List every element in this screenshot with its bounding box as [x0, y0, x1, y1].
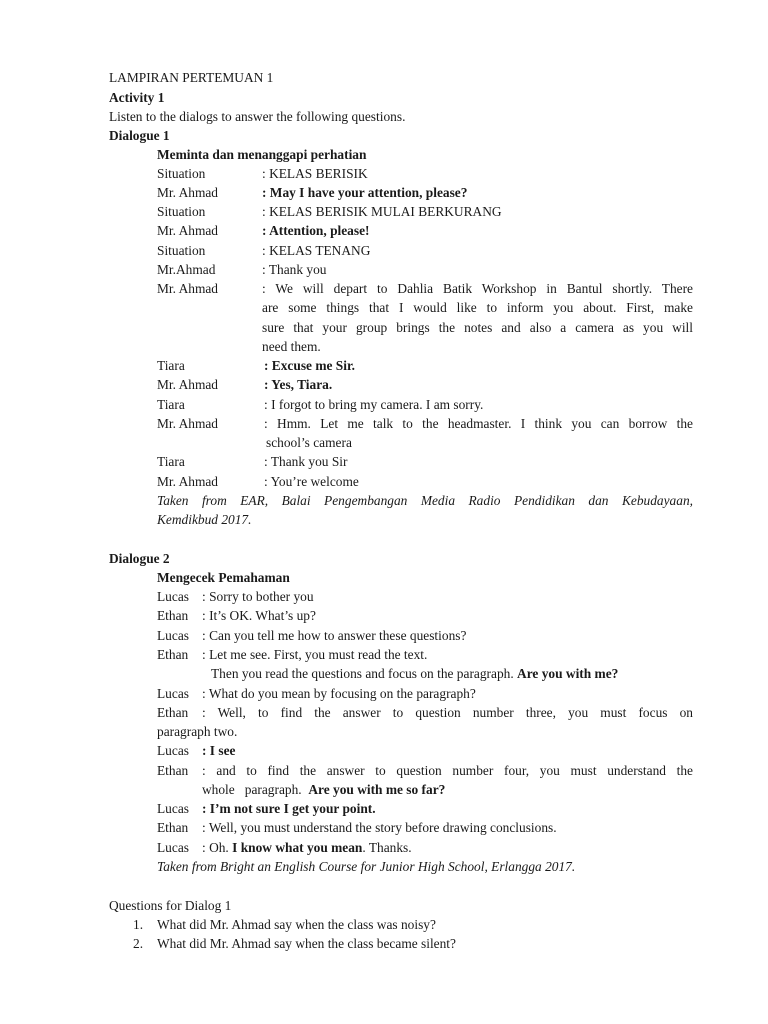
line-text: : I see	[202, 743, 236, 758]
speaker: Lucas	[157, 743, 189, 758]
line-text: : Excuse me Sir.	[264, 358, 356, 373]
speaker: Mr. Ahmad	[157, 281, 219, 296]
line-text-tail: . Thanks.	[362, 840, 412, 855]
speaker: Mr. Ahmad	[157, 185, 219, 200]
line-text: : You’re welcome	[264, 474, 359, 489]
line-text-bold: Are you with me so far?	[308, 782, 446, 797]
line-text-continued	[211, 664, 618, 683]
speaker: Situation	[157, 166, 206, 181]
line-text: : KELAS BERISIK MULAI BERKURANG	[262, 204, 502, 219]
speaker: Mr. Ahmad	[157, 474, 219, 489]
line-text-bold: I know what you mean	[232, 840, 363, 855]
speaker: Ethan	[157, 820, 189, 835]
line-text: : KELAS BERISIK	[262, 166, 368, 181]
line-text: : Yes, Tiara.	[264, 377, 333, 392]
line-text-continued: sure that your group brings the notes and also a camera as you will	[262, 320, 693, 335]
line-text-plain: : Oh.	[202, 840, 229, 855]
speaker: Ethan	[157, 647, 189, 662]
speaker: Lucas	[157, 686, 189, 701]
line-text: : Well, to find the answer to question number three, you must focus on	[202, 705, 693, 720]
line-text: : I’m not sure I get your point.	[202, 801, 376, 816]
line-text: : What do you mean by focusing on the paragraph?	[202, 686, 476, 701]
question-text: What did Mr. Ahmad say when the class became silent?	[157, 936, 456, 951]
line-text: : Sorry to bother you	[202, 589, 314, 604]
line-text: : Hmm. Let me talk to the headmaster. I think you can borrow the	[264, 416, 693, 431]
line-text-continued	[202, 780, 445, 799]
line-text: : Let me see. First, you must read the text.	[202, 647, 428, 662]
questions-heading: Questions for Dialog 1	[109, 898, 232, 913]
line-text: : Can you tell me how to answer these questions?	[202, 628, 467, 643]
speaker: Tiara	[157, 397, 185, 412]
question-text: What did Mr. Ahmad say when the class was noisy?	[157, 917, 436, 932]
line-text: : Thank you Sir	[264, 454, 348, 469]
dialogue1-heading: Dialogue 1	[109, 128, 170, 143]
page-title: LAMPIRAN PERTEMUAN 1	[109, 70, 274, 85]
line-text: : Attention, please!	[262, 223, 370, 238]
speaker: Situation	[157, 243, 206, 258]
question-number: 2.	[133, 936, 144, 951]
speaker: Mr. Ahmad	[157, 416, 219, 431]
speaker: Tiara	[157, 454, 185, 469]
speaker: Mr. Ahmad	[157, 377, 219, 392]
speaker: Mr.Ahmad	[157, 262, 216, 277]
line-text-continued: are some things that I would like to inform you about. First, make	[262, 300, 693, 315]
speaker: Ethan	[157, 608, 189, 623]
line-text-continued: school’s camera	[266, 435, 352, 450]
line-text: : Well, you must understand the story before drawing conclusions.	[202, 820, 557, 835]
speaker: Mr. Ahmad	[157, 223, 219, 238]
speaker: Lucas	[157, 589, 189, 604]
speaker: Ethan	[157, 763, 189, 778]
line-text-plain: Then you read the questions and focus on the paragraph.	[211, 666, 514, 681]
line-text-continued: need them.	[262, 339, 321, 354]
dialogue1-source: Taken from EAR, Balai Pengembangan Media Radio Pendidikan dan Kebudayaan,	[157, 493, 693, 508]
line-text-bold: Are you with me?	[517, 666, 619, 681]
line-text: : and to find the answer to question number four, you must understand the	[202, 763, 693, 778]
activity-instruction: Listen to the dialogs to answer the following questions.	[109, 109, 406, 124]
dialogue1-subheading: Meminta dan menanggapi perhatian	[157, 147, 367, 162]
dialogue1-source-continued: Kemdikbud 2017.	[157, 512, 252, 527]
line-text: : May I have your attention, please?	[262, 185, 468, 200]
speaker: Ethan	[157, 705, 189, 720]
line-text: : KELAS TENANG	[262, 243, 371, 258]
dialogue2-heading: Dialogue 2	[109, 551, 170, 566]
speaker: Situation	[157, 204, 206, 219]
question-number: 1.	[133, 917, 144, 932]
line-text: : It’s OK. What’s up?	[202, 608, 316, 623]
speaker: Lucas	[157, 801, 189, 816]
dialogue2-source: Taken from Bright an English Course for Junior High School, Erlangga 2017.	[157, 859, 576, 874]
line-text: : I forgot to bring my camera. I am sorry.	[264, 397, 484, 412]
line-text-continued: paragraph two.	[157, 724, 238, 739]
speaker: Tiara	[157, 358, 185, 373]
speaker: Lucas	[157, 840, 189, 855]
line-text: : Thank you	[262, 262, 327, 277]
line-text	[202, 838, 412, 857]
speaker: Lucas	[157, 628, 189, 643]
line-text-plain: whole paragraph.	[202, 782, 302, 797]
line-text: : We will depart to Dahlia Batik Workshop in Bantul shortly. There	[262, 281, 693, 296]
activity-heading: Activity 1	[109, 90, 165, 105]
dialogue2-subheading: Mengecek Pemahaman	[157, 570, 290, 585]
